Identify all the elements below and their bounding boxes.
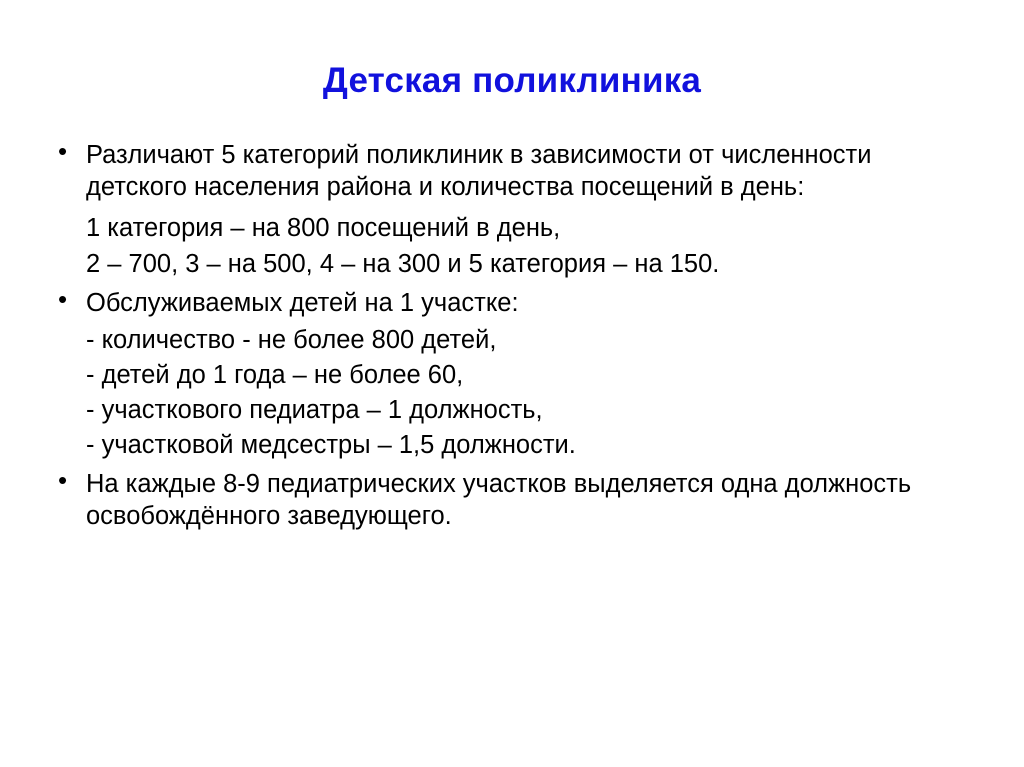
sub-line: 2 – 700, 3 – на 500, 4 – на 300 и 5 категория – на 150.: [86, 250, 720, 279]
bullet-text: • Различают 5 категорий поликлиник в зависимости от численности детского населения района и количества посещений в день:: [86, 140, 879, 202]
spacer: [40, 245, 962, 247]
bullet-text: • Обслуживаемых детей на 1 участке:: [86, 289, 519, 318]
sub-line: - количество - не более 800 детей,: [86, 325, 497, 354]
list-item: [40, 139, 962, 205]
bullet-text: • На каждые 8-9 педиатрических участков выделяется одна должность освобождённого заведующего.: [86, 469, 919, 531]
sub-line: - участковой медсестры – 1,5 должности.: [86, 430, 576, 459]
slide-body: [0, 101, 1024, 534]
sub-line: - детей до 1 года – не более 60,: [86, 360, 464, 389]
page-title: Детская поликлиника: [322, 61, 702, 100]
list-item: [40, 468, 962, 534]
sub-line: 1 категория – на 800 посещений в день,: [86, 214, 561, 243]
sub-line: - участкового педиатра – 1 должность,: [86, 395, 543, 424]
list-item: [40, 287, 962, 320]
